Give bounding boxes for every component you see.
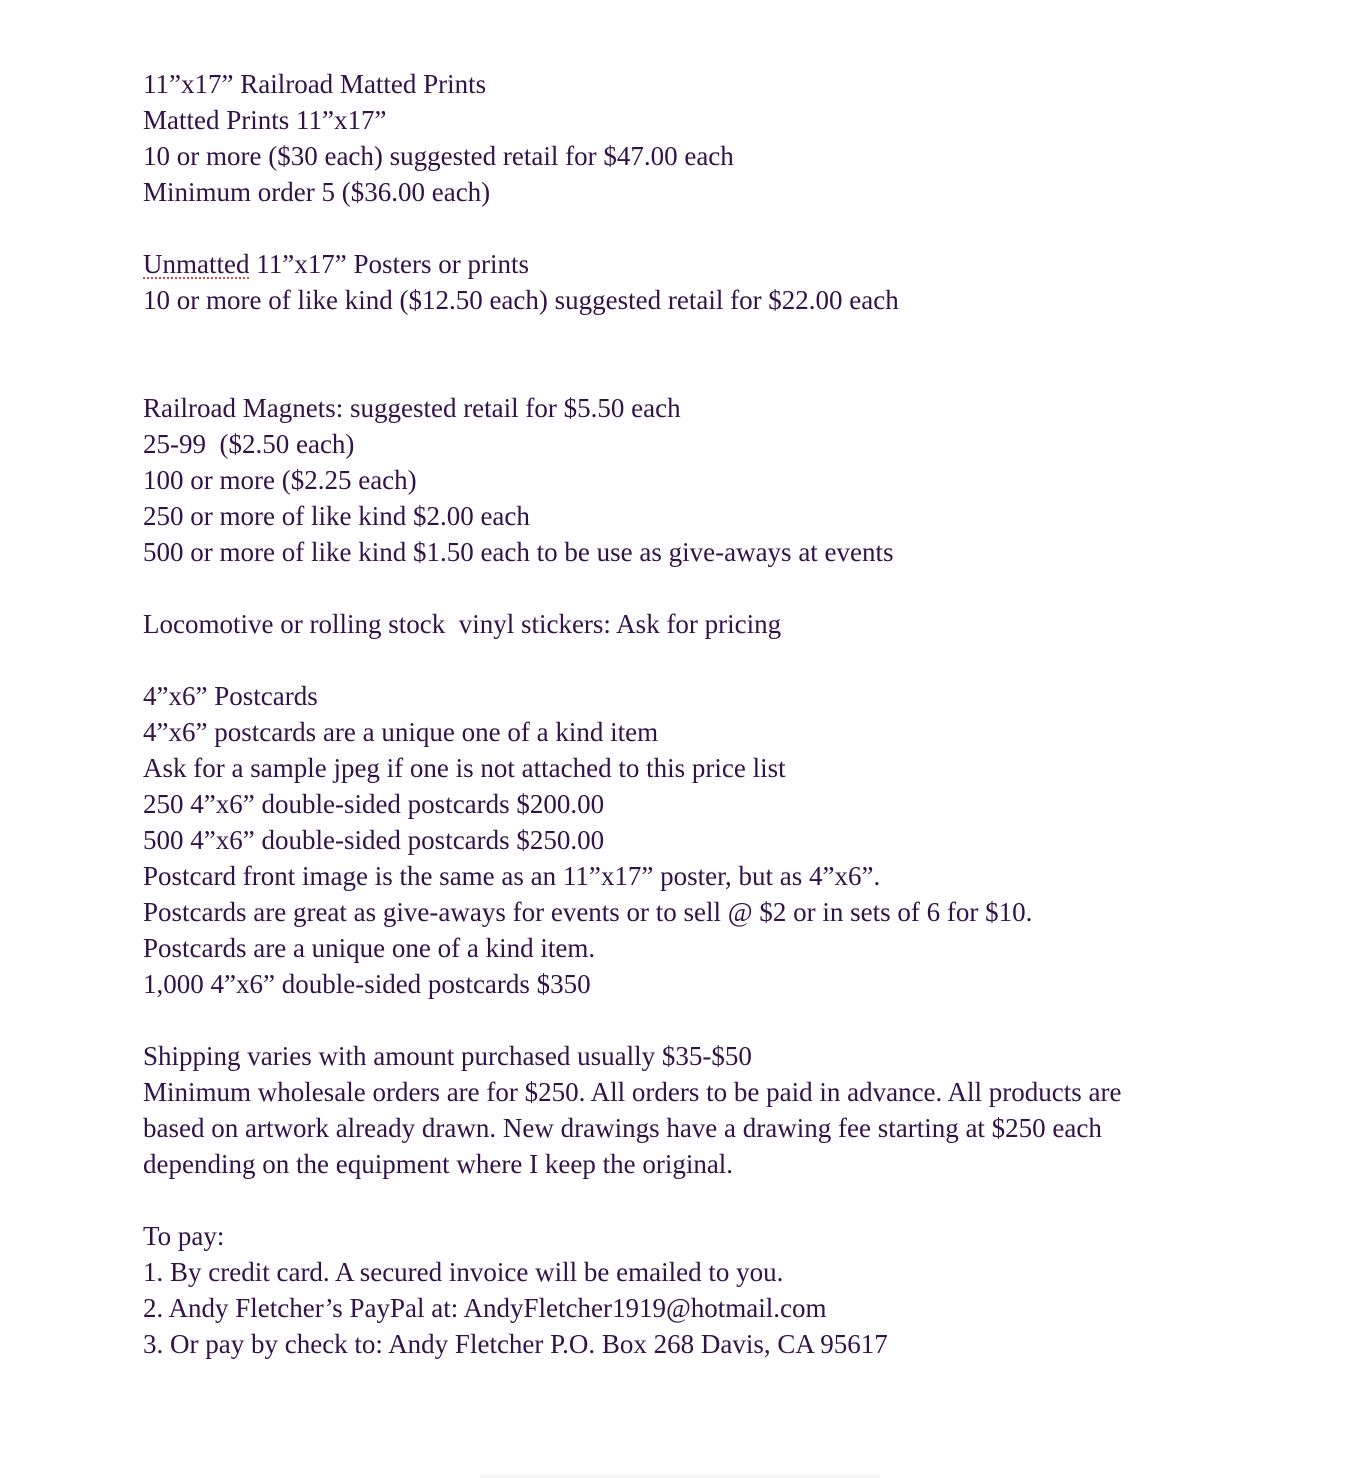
matted-prints-subheading: Matted Prints 11”x17” [143, 105, 387, 135]
postcards-line: 500 4”x6” double-sided postcards $250.00 [143, 825, 605, 855]
magnets-tier: 500 or more of like kind $1.50 each to be use as give-aways at events [143, 537, 894, 567]
postcards-line: 4”x6” postcards are a unique one of a kind item [143, 717, 659, 747]
payment-option: 1. By credit card. A secured invoice will be emailed to you. [143, 1257, 784, 1287]
matted-prints-heading: 11”x17” Railroad Matted Prints [143, 69, 487, 99]
page-bottom-shadow [480, 1472, 880, 1478]
shipping-terms-paragraph: Minimum wholesale orders are for $250. All orders to be paid in advance. All products are based on artwork already drawn. New drawings have a drawing fee starting at $250 each depending on the equipment where I keep the original. [143, 1077, 1129, 1179]
blank-line [143, 642, 1263, 678]
blank-line [143, 210, 1263, 246]
magnets-tier: 100 or more ($2.25 each) [143, 465, 417, 495]
payment-option: 2. Andy Fletcher’s PayPal at: AndyFletcher1919@hotmail.com [143, 1293, 827, 1323]
postcards-line: Postcard front image is the same as an 11”x17” poster, but as 4”x6”. [143, 861, 881, 891]
price-list-document [143, 66, 1263, 1362]
stickers-line: Locomotive or rolling stock vinyl stickers: Ask for pricing [143, 609, 782, 639]
blank-line [143, 570, 1263, 606]
spellcheck-word[interactable]: Unmatted [143, 249, 250, 279]
postcards-line: 250 4”x6” double-sided postcards $200.00 [143, 789, 605, 819]
postcards-heading: 4”x6” Postcards [143, 681, 318, 711]
blank-line [143, 1182, 1263, 1218]
payment-option: 3. Or pay by check to: Andy Fletcher P.O. Box 268 Davis, CA 95617 [143, 1329, 888, 1359]
matted-prints-tier: 10 or more ($30 each) suggested retail for $47.00 each [143, 141, 734, 171]
payment-heading: To pay: [143, 1221, 225, 1251]
shipping-line: Shipping varies with amount purchased usually $35-$50 [143, 1041, 752, 1071]
postcards-line: Postcards are great as give-aways for events or to sell @ $2 or in sets of 6 for $10. [143, 897, 1033, 927]
blank-line [143, 318, 1263, 354]
postcards-line: 1,000 4”x6” double-sided postcards $350 [143, 969, 591, 999]
blank-line [143, 1002, 1263, 1038]
unmatted-heading [143, 246, 1263, 282]
blank-line [143, 354, 1263, 390]
postcards-line: Postcards are a unique one of a kind item. [143, 933, 596, 963]
magnets-heading: Railroad Magnets: suggested retail for $5.50 each [143, 393, 681, 423]
postcards-line: Ask for a sample jpeg if one is not attached to this price list [143, 753, 786, 783]
magnets-tier: 25-99 ($2.50 each) [143, 429, 355, 459]
unmatted-tier: 10 or more of like kind ($12.50 each) suggested retail for $22.00 each [143, 285, 899, 315]
unmatted-heading-rest: 11”x17” Posters or prints [249, 249, 529, 279]
magnets-tier: 250 or more of like kind $2.00 each [143, 501, 530, 531]
matted-prints-minimum: Minimum order 5 ($36.00 each) [143, 177, 491, 207]
